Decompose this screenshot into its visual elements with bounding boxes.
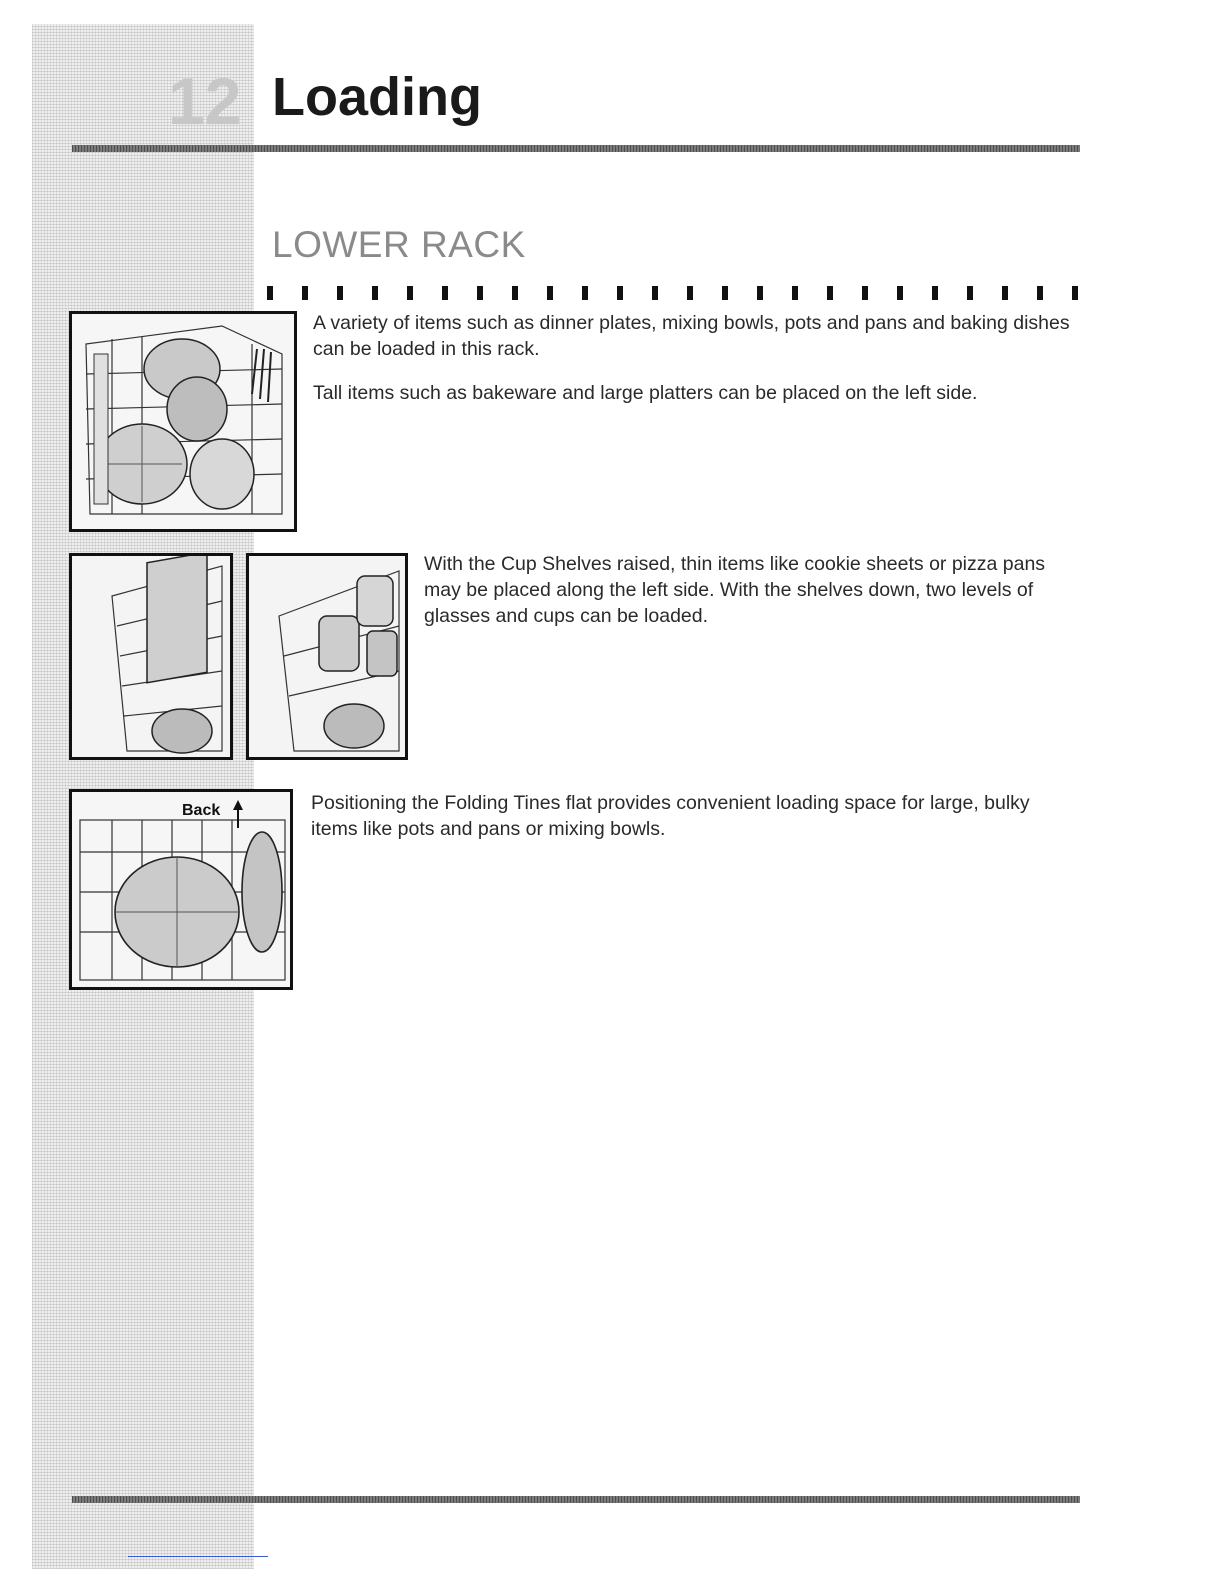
lower-rack-illustration bbox=[69, 311, 297, 532]
folding-tines-illustration bbox=[69, 789, 293, 990]
paragraph-rack-items: A variety of items such as dinner plates, mixing bowls, pots and pans and baking dishes can be loaded in this rack. bbox=[313, 312, 1070, 360]
paragraph-tall-items: Tall items such as bakeware and large platters can be placed on the left side. bbox=[313, 382, 978, 404]
cup-shelves-raised-illustration bbox=[69, 553, 233, 760]
back-label: Back bbox=[182, 802, 221, 819]
dotted-rule bbox=[267, 284, 1079, 300]
paragraph-cup-shelves: With the Cup Shelves raised, thin items like cookie sheets or pizza pans may be placed along the left side. With the shelves down, two levels of glasses and cups can be loaded. bbox=[424, 553, 1046, 627]
footer-link-line bbox=[128, 1556, 268, 1557]
paragraph-folding-tines: Positioning the Folding Tines flat provides convenient loading space for large, bulky items like pots and pans or mixing bowls. bbox=[311, 792, 1030, 840]
section-title: LOWER RACK bbox=[272, 224, 526, 265]
header-rule bbox=[72, 145, 1080, 152]
footer-rule bbox=[72, 1496, 1080, 1503]
page-title: Loading bbox=[272, 67, 482, 127]
chapter-number: 12 bbox=[168, 64, 242, 138]
cup-shelves-down-illustration bbox=[246, 553, 408, 760]
